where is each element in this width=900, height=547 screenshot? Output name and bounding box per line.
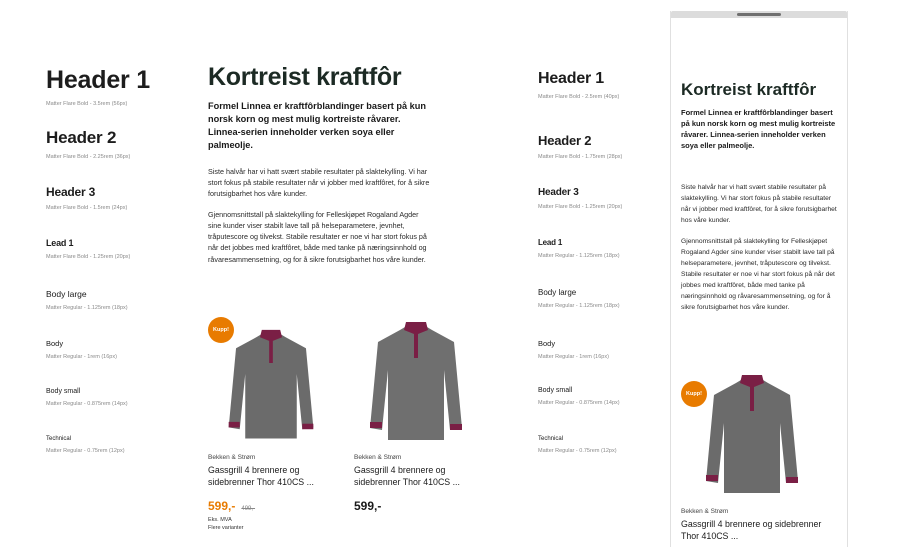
phone-notch [737,13,781,16]
article-title: Kortreist kraftfôr [681,80,817,99]
scale-meta: Matter Regular - 1.125rem (18px) [46,305,128,311]
scale-label: Header 1 [538,70,604,87]
scale-item-header-2 [46,128,130,160]
scale-label: Header 2 [538,133,592,148]
scale-item-body-small [46,388,128,407]
sweater-icon[interactable] [701,371,803,501]
scale-meta: Matter Regular - 1.125rem (18px) [538,253,620,259]
scale-item-technical [538,436,617,454]
scale-meta: Matter Flare Bold - 3.5rem (56px) [46,101,128,107]
scale-label: Header 1 [46,66,151,94]
product-info [208,454,338,533]
product-info [681,508,841,543]
sweater-icon[interactable] [225,325,317,447]
scale-meta: Matter Flare Bold - 1.25rem (20px) [46,254,131,260]
product-price: 599,- [208,498,236,513]
scale-label: Body [538,339,556,348]
product-name[interactable]: Gassgrill 4 brennere og sidebrenner Thor 410CS ... [681,519,822,541]
product-price: 599,- [354,498,382,513]
kupp-badge: Kupp! [681,381,707,407]
price-row [208,499,338,513]
sweater-icon[interactable] [366,317,466,449]
scale-label: Lead 1 [538,238,563,247]
scale-item-technical [46,436,125,454]
scale-meta: Matter Regular - 0.875rem (14px) [538,400,620,406]
product-old-price: 499,- [241,505,256,512]
mobile-preview [670,11,848,547]
scale-item-body-small [538,387,620,406]
scale-item-lead-1 [46,238,130,260]
scale-label: Lead 1 [46,238,74,248]
scale-label: Header 3 [538,187,579,198]
scale-label: Body small [538,387,573,394]
product-brand: Bekken & Strøm [681,508,729,515]
article-paragraph: Siste halvår har vi hatt svært stabile resultater på slaktekylling. Vi har stort fokus på stabile resultater når vi jobber med kraftfôret, for å sikre forutsigbarhet hos våre kunder. [208,166,430,198]
product-info [354,454,484,513]
article-paragraph: Gjennomsnittstall på slaktekylling for Felleskjøpet Rogaland Agder sine kunder viser stabilt lave tall på helseparametere, jevnhet, tråputescore og tilvekst. Stabile resultater er noe vi har stort fokus på når det jobbes med kraftfôret, både med tanke på næringsinnhold og råvaresammensetning, og for å sikre forutsigbarhet hos våre kunder. [681,238,835,312]
scale-item-header-1 [538,70,619,100]
scale-meta: Matter Regular - 0.75rem (12px) [46,448,125,454]
product-brand: Bekken & Strøm [354,454,402,461]
variants-note: Flere varianter [208,525,244,532]
article-body [681,182,841,314]
scale-label: Body large [538,288,577,297]
scale-label: Body large [46,289,87,299]
product-brand: Bekken & Strøm [208,454,256,461]
scale-meta: Matter Flare Bold - 2.25rem (36px) [46,154,131,160]
kupp-badge: Kupp! [208,317,234,343]
scale-item-lead-1 [538,238,620,259]
product-name[interactable]: Gassgrill 4 brennere og sidebrenner Thor 410CS ... [208,465,314,487]
scale-label: Technical [46,436,72,442]
price-row [354,499,484,513]
scale-meta: Matter Regular - 1.125rem (18px) [538,303,620,309]
scale-meta: Matter Flare Bold - 1.25rem (20px) [538,204,623,210]
desktop-article [208,64,433,265]
scale-meta: Matter Regular - 1rem (16px) [538,354,609,360]
scale-item-header-2 [538,133,622,160]
scale-meta: Matter Regular - 1rem (16px) [46,354,117,360]
scale-meta: Matter Flare Bold - 2.5rem (40px) [538,94,620,100]
article-paragraph: Siste halvår har vi hatt svært stabile resultater på slaktekylling. Vi har stort fokus på stabile resultater når vi jobber med kraftfôret, for å sikre forutsigbarhet hos våre kunder. [681,184,837,225]
scale-label: Body small [46,388,81,395]
scale-label: Body [46,339,64,348]
vat-note: Eks. MVA [208,516,232,523]
product-name[interactable]: Gassgrill 4 brennere og sidebrenner Thor 410CS ... [354,465,460,487]
article-paragraph: Gjennomsnittstall på slaktekylling for Felleskjøpet Rogaland Agder sine kunder viser stabilt lave tall på helseparametere, jevnhet, tråputescore og tilvekst. Stabile resultater er noe vi har stort fokus på når det jobbes med kraftfôret, både med tanke på næringsinnhold og råvaresammensetning, og for å sikre forutsigbarhet hos våre kunder. [208,209,427,264]
scale-item-header-3 [46,185,127,211]
article-lead: Formel Linnea er kraftfôrblandinger basert på kun norsk korn og mest mulig kortreiste råvarer. Linnea-serien inneholder verken soya eller palmeolje. [208,101,426,151]
phone-top-bar [671,11,847,18]
scale-item-header-3 [538,187,622,210]
scale-item-body [46,339,117,360]
scale-item-header-1 [46,66,150,107]
scale-meta: Matter Flare Bold - 1.5rem (24px) [46,205,128,211]
article-lead: Formel Linnea er kraftfôrblandinger basert på kun norsk korn og mest mulig kortreiste råvarer. Linnea-serien inneholder verken soya eller palmeolje. [681,108,836,150]
scale-label: Header 2 [46,128,117,147]
scale-label: Header 3 [46,185,96,199]
scale-label: Technical [538,436,564,442]
article-body [208,166,433,265]
scale-meta: Matter Flare Bold - 1.75rem (28px) [538,154,623,160]
article-title: Kortreist kraftfôr [208,63,402,91]
scale-meta: Matter Regular - 0.75rem (12px) [538,448,617,454]
scale-meta: Matter Regular - 0.875rem (14px) [46,401,128,407]
scale-item-body-large [538,288,620,309]
scale-item-body-large [46,289,128,311]
scale-item-body [538,339,609,360]
